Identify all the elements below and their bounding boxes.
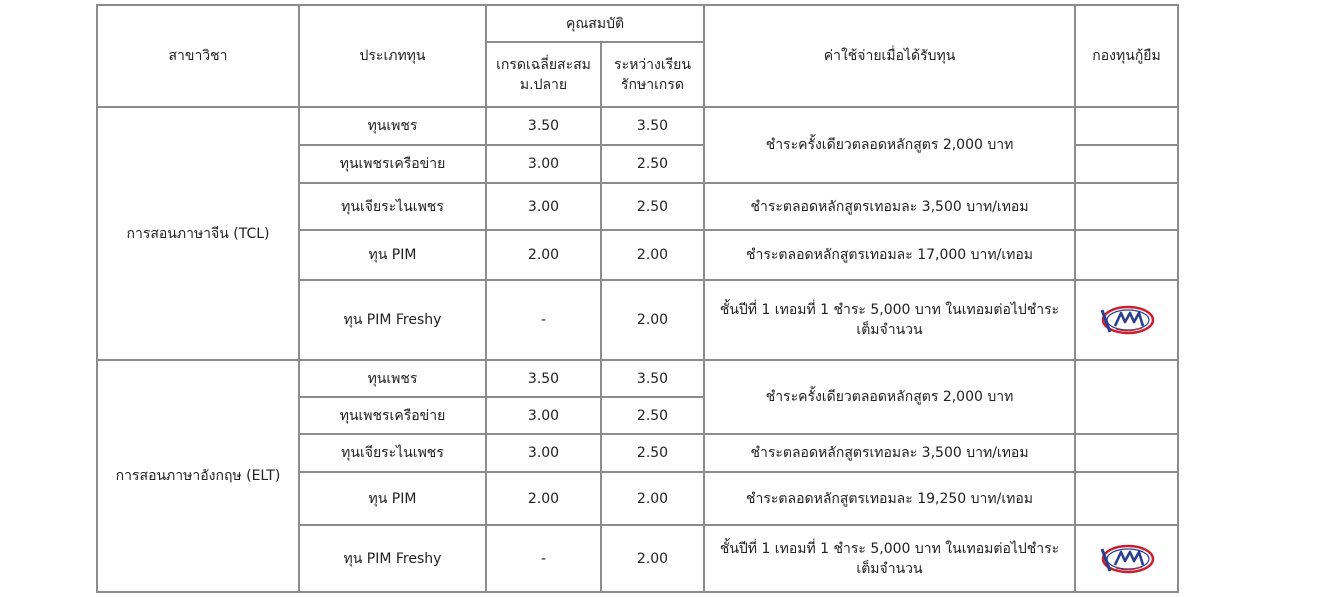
gpa-keep-cell: 3.50 xyxy=(601,107,704,145)
gpa-highschool-cell: 3.00 xyxy=(486,183,601,230)
gpa-highschool-cell: - xyxy=(486,525,601,592)
gpa-highschool-cell: 2.00 xyxy=(486,230,601,280)
header-loan-fund: กองทุนกู้ยืม xyxy=(1075,5,1178,107)
loan-fund-cell xyxy=(1075,230,1178,280)
scholarship-type-cell: ทุนเพชร xyxy=(299,360,486,397)
header-major: สาขาวิชา xyxy=(97,5,299,107)
scholarship-type-cell: ทุนเพชรเครือข่าย xyxy=(299,397,486,434)
header-scholarship-type: ประเภททุน xyxy=(299,5,486,107)
gpa-highschool-cell: 3.00 xyxy=(486,397,601,434)
gpa-keep-cell: 2.00 xyxy=(601,280,704,360)
gpa-highschool-cell: 3.50 xyxy=(486,107,601,145)
expense-cell: ชั้นปีที่ 1 เทอมที่ 1 ชำระ 5,000 บาท ในเทอมต่อไปชำระเต็มจำนวน xyxy=(704,525,1075,592)
expense-cell: ชั้นปีที่ 1 เทอมที่ 1 ชำระ 5,000 บาท ในเทอมต่อไปชำระเต็มจำนวน xyxy=(704,280,1075,360)
scholarship-table xyxy=(96,4,1179,593)
gpa-keep-cell: 2.50 xyxy=(601,397,704,434)
expense-cell: ชำระตลอดหลักสูตรเทอมละ 17,000 บาท/เทอม xyxy=(704,230,1075,280)
gpa-highschool-cell: - xyxy=(486,280,601,360)
gpa-keep-cell: 2.00 xyxy=(601,472,704,525)
gpa-keep-cell: 2.50 xyxy=(601,145,704,183)
gpa-keep-cell: 2.50 xyxy=(601,183,704,230)
expense-cell: ชำระครั้งเดียวตลอดหลักสูตร 2,000 บาท xyxy=(704,360,1075,434)
loan-fund-cell xyxy=(1075,472,1178,525)
major-cell: การสอนภาษาจีน (TCL) xyxy=(97,107,299,360)
gpa-highschool-cell: 2.00 xyxy=(486,472,601,525)
scholarship-type-cell: ทุน PIM Freshy xyxy=(299,525,486,592)
scholarship-type-cell: ทุน PIM xyxy=(299,230,486,280)
loan-fund-cell xyxy=(1075,107,1178,145)
loan-fund-cell xyxy=(1075,525,1178,592)
gpa-keep-cell: 2.00 xyxy=(601,525,704,592)
expense-cell: ชำระตลอดหลักสูตรเทอมละ 3,500 บาท/เทอม xyxy=(704,183,1075,230)
expense-cell: ชำระตลอดหลักสูตรเทอมละ 3,500 บาท/เทอม xyxy=(704,434,1075,472)
student-loan-fund-logo-icon xyxy=(1098,541,1156,577)
table-row xyxy=(97,360,1178,397)
loan-fund-cell xyxy=(1075,434,1178,472)
scholarship-type-cell: ทุนเพชรเครือข่าย xyxy=(299,145,486,183)
gpa-highschool-cell: 3.50 xyxy=(486,360,601,397)
gpa-highschool-cell: 3.00 xyxy=(486,145,601,183)
gpa-keep-cell: 2.00 xyxy=(601,230,704,280)
gpa-keep-cell: 2.50 xyxy=(601,434,704,472)
loan-fund-cell xyxy=(1075,360,1178,434)
major-cell: การสอนภาษาอังกฤษ (ELT) xyxy=(97,360,299,592)
gpa-keep-cell: 3.50 xyxy=(601,360,704,397)
gpa-highschool-cell: 3.00 xyxy=(486,434,601,472)
scholarship-type-cell: ทุน PIM xyxy=(299,472,486,525)
student-loan-fund-logo-icon xyxy=(1098,302,1156,338)
loan-fund-cell xyxy=(1075,145,1178,183)
header-gpa-during-study: ระหว่างเรียน รักษาเกรด xyxy=(601,42,704,107)
header-expense: ค่าใช้จ่ายเมื่อได้รับทุน xyxy=(704,5,1075,107)
scholarship-type-cell: ทุนเพชร xyxy=(299,107,486,145)
expense-cell: ชำระตลอดหลักสูตรเทอมละ 19,250 บาท/เทอม xyxy=(704,472,1075,525)
header-qualification: คุณสมบัติ xyxy=(486,5,704,42)
scholarship-type-cell: ทุน PIM Freshy xyxy=(299,280,486,360)
expense-cell: ชำระครั้งเดียวตลอดหลักสูตร 2,000 บาท xyxy=(704,107,1075,183)
table-row xyxy=(97,107,1178,145)
scholarship-type-cell: ทุนเจียระไนเพชร xyxy=(299,183,486,230)
loan-fund-cell xyxy=(1075,280,1178,360)
loan-fund-cell xyxy=(1075,183,1178,230)
header-gpa-highschool: เกรดเฉลี่ยสะสม ม.ปลาย xyxy=(486,42,601,107)
scholarship-type-cell: ทุนเจียระไนเพชร xyxy=(299,434,486,472)
